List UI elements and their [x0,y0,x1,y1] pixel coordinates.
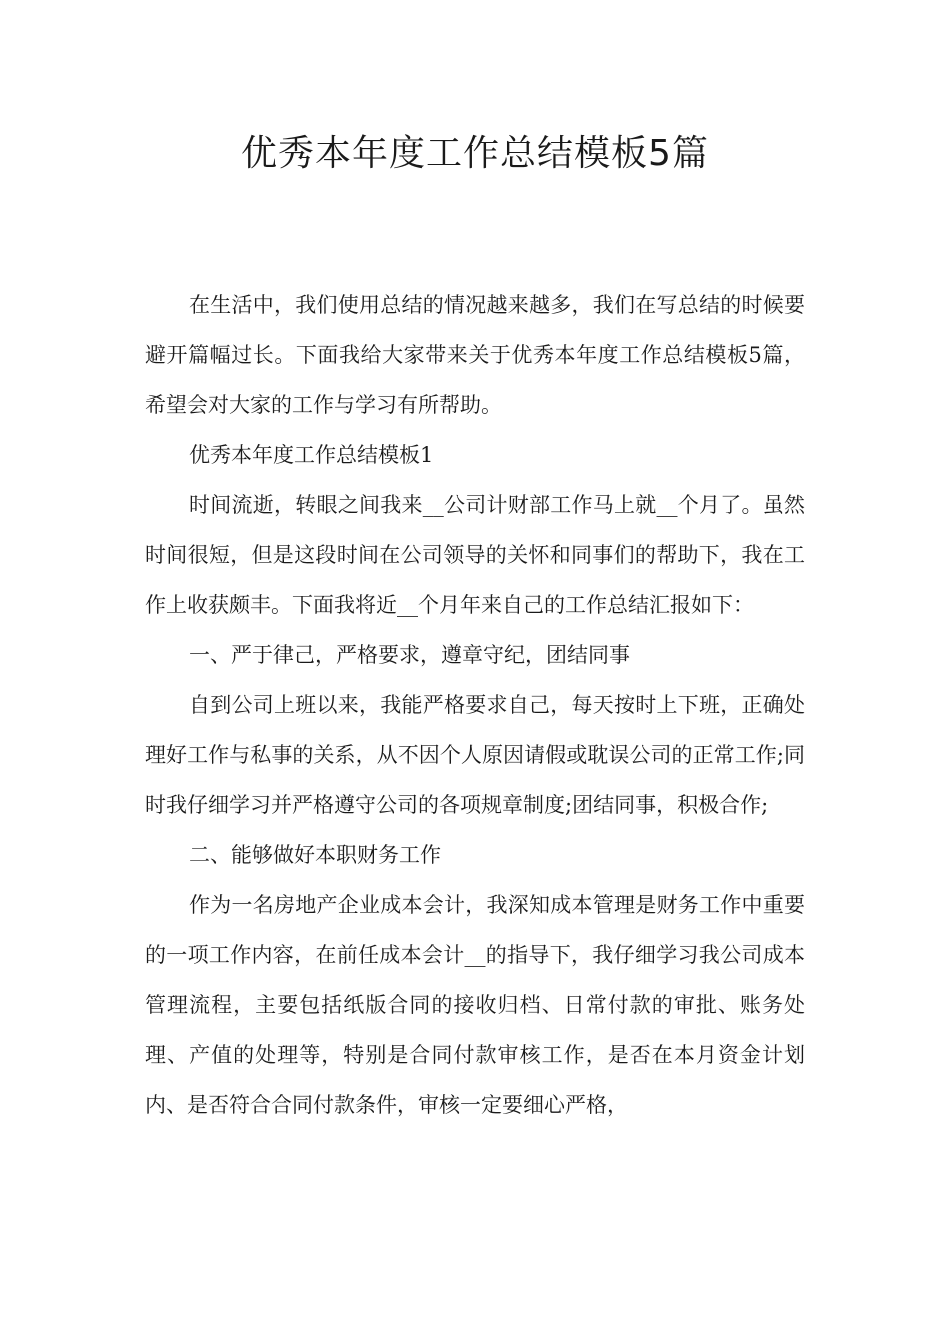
document-body [145,280,805,1130]
document-title: 优秀本年度工作总结模板5篇 [241,133,709,174]
section-heading-template-1: 优秀本年度工作总结模板1 [189,443,434,467]
section-heading: 一、严于律己，严格要求，遵章守纪，团结同事 [189,643,630,667]
body-paragraph: 作为一名房地产企业成本会计，我深知成本管理是财务工作中重要的一项工作内容，在前任成本会计__的指导下，我仔细学习我公司成本管理流程，主要包括纸版合同的接收归档、日常付款的审批、账务处理、产值的处理等，特别是合同付款审核工作，是否在本月资金计划内、是否符合合同付款条件，审核一定要细心严格， [145,893,805,1117]
intro-paragraph: 在生活中，我们使用总结的情况越来越多，我们在写总结的时候要避开篇幅过长。下面我给大家带来关于优秀本年度工作总结模板5篇，希望会对大家的工作与学习有所帮助。 [145,293,805,417]
section-heading: 二、能够做好本职财务工作 [189,843,441,867]
body-paragraph: 自到公司上班以来，我能严格要求自己，每天按时上下班，正确处理好工作与私事的关系，从不因个人原因请假或耽误公司的正常工作;同时我仔细学习并严格遵守公司的各项规章制度;团结同事，积极合作; [145,693,805,817]
body-paragraph: 时间流逝，转眼之间我来__公司计财部工作马上就__个月了。虽然时间很短，但是这段时间在公司领导的关怀和同事们的帮助下，我在工作上收获颇丰。下面我将近__个月年来自己的工作总结汇报如下： [145,493,805,617]
